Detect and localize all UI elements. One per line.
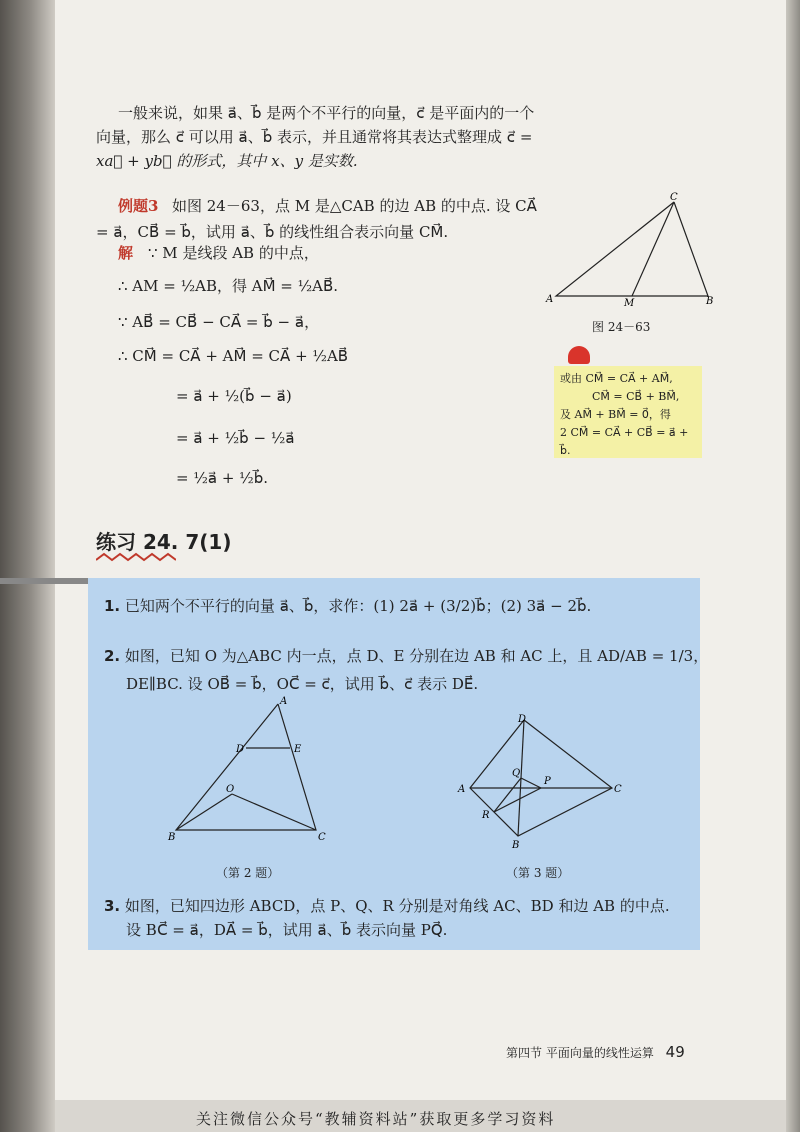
exercise-rule (0, 578, 88, 584)
zigzag-decoration (96, 552, 176, 562)
label-c: C (318, 832, 326, 843)
figure-caption: 图 24－63 (592, 320, 651, 334)
intro-line-2: 向量，那么 c⃗ 可以用 a⃗、b⃗ 表示，并且通常将其表达式整理成 c⃗ = (96, 128, 533, 146)
label-d: D (236, 744, 245, 755)
quadrilateral-abcd (470, 720, 612, 836)
exercise-q2 (104, 646, 708, 666)
label-a: A (458, 784, 466, 795)
label-m: M (624, 298, 635, 309)
label-c: C (614, 784, 622, 795)
figure-q2 (166, 694, 326, 854)
label-p: P (544, 776, 551, 787)
page-number: 49 (665, 1043, 685, 1061)
example-line-2: = a⃗，CB⃗ = b⃗，试用 a⃗、b⃗ 的线性组合表示向量 CM⃗. (96, 223, 449, 241)
exercise-q3 (104, 896, 670, 916)
note-line-2: CM⃗ = CB⃗ + BM⃗, (592, 390, 680, 403)
exercise-title: 练习 24. 7(1) (96, 530, 232, 554)
label-b: B (168, 832, 176, 843)
exercise-q1 (104, 596, 591, 616)
label-a: A (280, 696, 288, 707)
solution-step-2: ∴ AM = ½AB，得 AM⃗ = ½AB⃗. (118, 277, 339, 295)
segment-rp (494, 788, 541, 812)
label-a: A (546, 294, 554, 305)
median-cm (632, 202, 674, 296)
q3-number: 3. (104, 897, 121, 915)
solution-step-6: = a⃗ + ½b⃗ − ½a⃗ (176, 429, 295, 447)
caption-q3: （第 3 题） (506, 866, 570, 880)
label-r: R (482, 810, 490, 821)
page-footer (506, 1043, 685, 1061)
caption-q2: （第 2 题） (216, 866, 280, 880)
q3-text-2: 设 BC⃗ = a⃗，DA⃗ = b⃗，试用 a⃗、b⃗ 表示向量 PQ⃗. (126, 921, 448, 939)
book-spine-shadow (0, 0, 55, 1132)
section-title: 第四节 平面向量的线性运算 (506, 1046, 654, 1060)
q2-number: 2. (104, 647, 121, 665)
segment-ob (176, 794, 232, 830)
figure-24-63 (540, 192, 720, 312)
q1-text: 已知两个不平行的向量 a⃗、b⃗，求作：(1) 2a⃗ + (3/2)b⃗；(2) 3a⃗ − 2b⃗. (124, 597, 592, 615)
triangle-cab (556, 202, 708, 296)
label-c: C (670, 192, 678, 203)
q2-text-1: 如图，已知 O 为△ABC 内一点，点 D、E 分别在边 AB 和 AC 上，且 AD/AB = 1/3， (124, 647, 709, 665)
solution-step-7: = ½a⃗ + ½b⃗. (176, 469, 268, 487)
note-bell-icon (568, 346, 590, 364)
segment-rq (494, 778, 521, 812)
side-note (554, 366, 702, 458)
intro-line-3: xa⃗ + yb⃗ 的形式，其中 x、y 是实数. (96, 152, 358, 170)
solution-label: 解 (118, 244, 134, 262)
solution-step-4: ∴ CM⃗ = CA⃗ + AM⃗ = CA⃗ + ½AB⃗ (118, 347, 349, 365)
solution-step-5: = a⃗ + ½(b⃗ − a⃗) (176, 387, 292, 405)
watermark: 关注微信公众号“教辅资料站”获取更多学习资料 (196, 1110, 556, 1128)
example-line-1: 如图 24－63，点 M 是△CAB 的边 AB 的中点. 设 CA⃗ (172, 197, 537, 215)
q1-number: 1. (104, 597, 121, 615)
label-e: E (294, 744, 302, 755)
figure-q3 (454, 712, 624, 852)
label-q: Q (512, 768, 521, 779)
page-edge-shadow (786, 0, 800, 1132)
segment-oc (232, 794, 316, 830)
intro-line-1: 一般来说，如果 a⃗、b⃗ 是两个不平行的向量，c⃗ 是平面内的一个 (118, 104, 535, 122)
note-line-1: 或由 CM⃗ = CA⃗ + AM⃗, (560, 372, 673, 385)
solution-step-3: ∵ AB⃗ = CB⃗ − CA⃗ = b⃗ − a⃗， (118, 313, 320, 331)
q3-text-1: 如图，已知四边形 ABCD，点 P、Q、R 分别是对角线 AC、BD 和边 AB 的中点. (124, 897, 670, 915)
note-line-4: 2 CM⃗ = CA⃗ + CB⃗ = a⃗ + b⃗. (560, 426, 689, 457)
triangle-abc (176, 704, 316, 830)
label-b: B (512, 840, 520, 851)
solution-step-1: ∵ M 是线段 AB 的中点， (148, 244, 319, 262)
label-o: O (226, 784, 235, 795)
label-b: B (706, 296, 714, 307)
segment-qp (521, 778, 541, 788)
label-d: D (518, 714, 527, 725)
example-label: 例题3 (118, 197, 159, 215)
note-line-3: 及 AM⃗ + BM⃗ = 0⃗，得 (560, 408, 671, 421)
q2-text-2: DE∥BC. 设 OB⃗ = b⃗，OC⃗ = c⃗，试用 b⃗、c⃗ 表示 DE⃗. (126, 675, 479, 693)
